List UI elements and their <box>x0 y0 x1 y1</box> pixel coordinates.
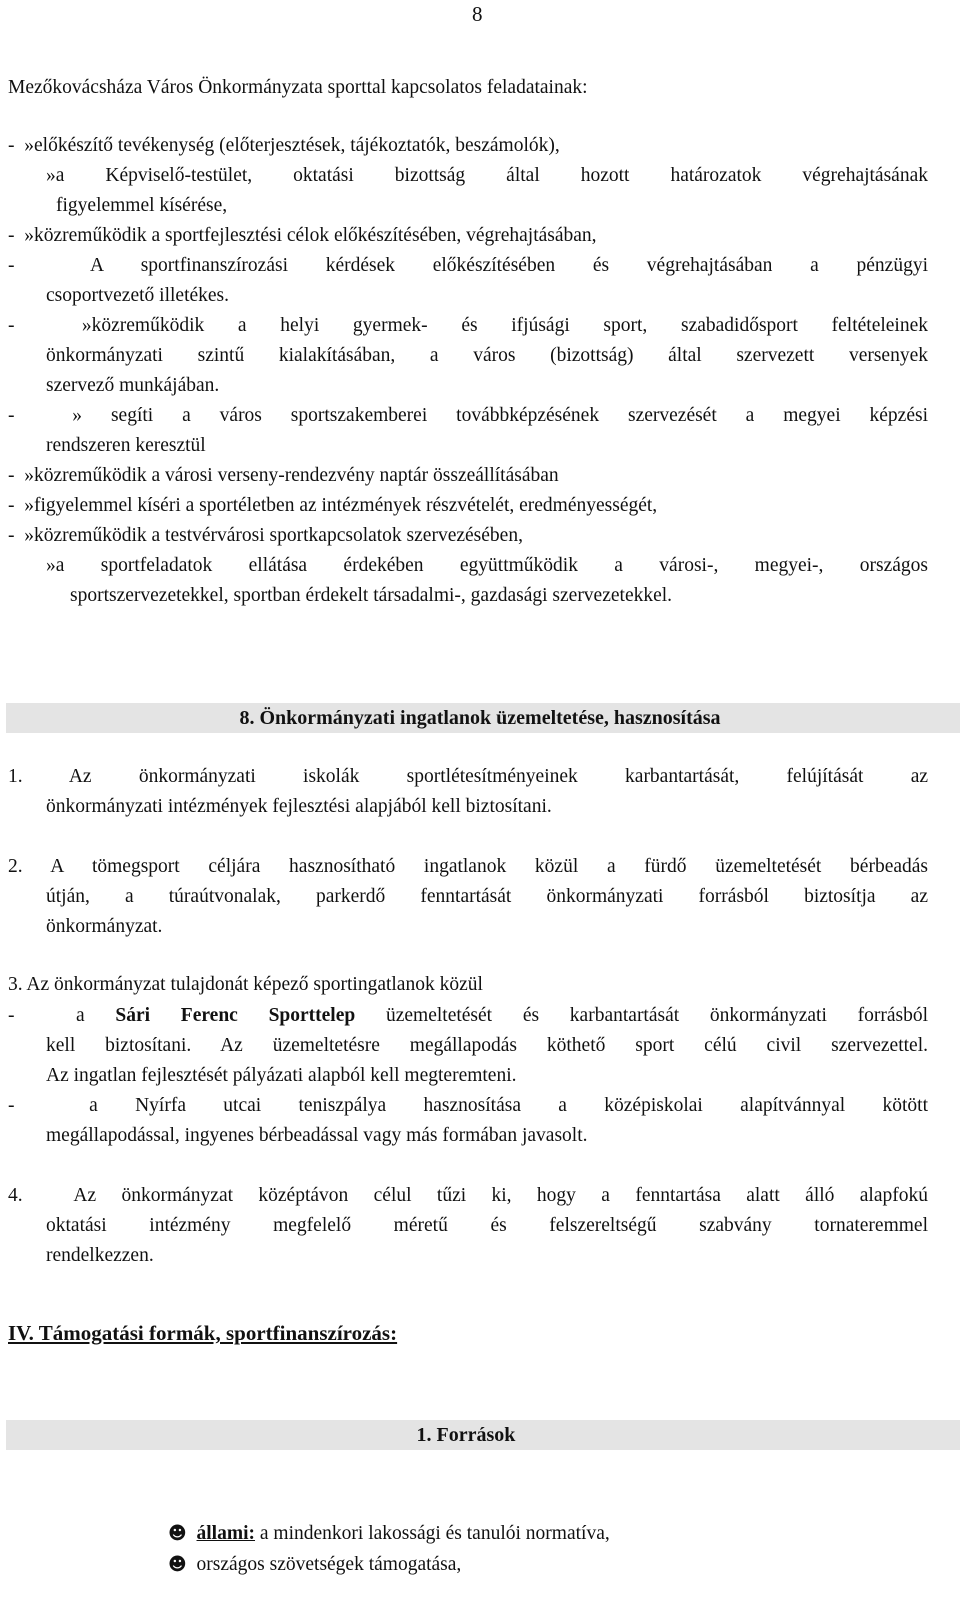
task-line-13: - »figyelemmel kíséri a sportéletben az intézmények részvételét, eredményességét, <box>8 495 658 516</box>
p3-line-2-rest: üzemeltetését és karbantartását önkormányzati forrásból <box>355 1005 929 1026</box>
task-line-10: - » segíti a város sportszakemberei továbbképzésének szervezését a megyei képzési <box>8 405 928 426</box>
smiley-bullet-icon: ☻ <box>168 1523 187 1544</box>
orszagos-text: országos szövetségek támogatása, <box>196 1554 462 1575</box>
section-8-p3-line-5: - a Nyírfa utcai teniszpálya hasznosítása a középiskolai alapítvánnyal kötött <box>8 1095 928 1116</box>
smiley-bullet-icon: ☻ <box>168 1554 187 1575</box>
section-8-p4-line-1: 4. Az önkormányzat középtávon célul tűzi ki, hogy a fenntartása alatt álló alapfokú <box>8 1185 928 1206</box>
task-line-3: figyelemmel kísérése, <box>56 195 228 216</box>
section-8-p1-line-1: 1. Az önkormányzati iskolák sportlétesítményeinek karbantartását, felújítását az <box>8 766 928 787</box>
task-line-12: - »közreműködik a városi verseny-rendezvény naptár összeállításában <box>8 465 559 486</box>
section-8-title: 8. Önkormányzati ingatlanok üzemeltetése, hasznosítása <box>239 707 721 729</box>
section-8-p2-line-2: útján, a túraútvonalak, parkerdő fenntartását önkormányzati forrásból biztosítja az <box>46 886 928 907</box>
task-line-6: csoportvezető illetékes. <box>46 285 230 306</box>
sources-title: 1. Források <box>416 1424 516 1446</box>
sari-ferenc-sporttelep: Sári Ferenc Sporttelep <box>115 1005 356 1026</box>
task-line-16: sportszervezetekkel, sportban érdekelt társadalmi-, gazdasági szervezetekkel. <box>70 585 673 606</box>
section-8-p2-line-1: 2. A tömegsport céljára hasznosítható ingatlanok közül a fürdő üzemeltetését bérbeadás <box>8 856 928 877</box>
section-8-p3-line-2 <box>8 1001 928 1031</box>
task-line-11: rendszeren keresztül <box>46 435 206 456</box>
allami-label: állami: <box>196 1523 256 1544</box>
section-8-p3-line-1: 3. Az önkormányzat tulajdonát képező sportingatlanok közül <box>8 974 483 995</box>
allami-text: a mindenkori lakossági és tanulói normatíva, <box>255 1523 610 1544</box>
section-iv-heading: IV. Támogatási formák, sportfinanszírozás: <box>8 1321 398 1345</box>
bullet-list-item <box>168 1519 610 1549</box>
task-line-9: szervező munkájában. <box>46 375 220 396</box>
task-line-8: önkormányzati szintű kialakításában, a város (bizottság) által szervezett versenyek <box>46 345 928 366</box>
section-8-p3-line-3: kell biztosítani. Az üzemeltetésre megállapodás köthető sport célú civil szervezettel. <box>46 1035 928 1056</box>
p3-dash-prefix: - a <box>8 1005 116 1026</box>
section-8-p4-line-2: oktatási intézmény megfelelő méretű és felszereltségű szabvány tornateremmel <box>46 1215 928 1236</box>
task-line-1: - »előkészítő tevékenység (előterjesztések, tájékoztatók, beszámolók), <box>8 135 560 156</box>
bullet-list-item <box>168 1550 461 1580</box>
page-number: 8 <box>472 2 483 26</box>
section-8-p4-line-3: rendelkezzen. <box>46 1245 154 1266</box>
task-line-4: - »közreműködik a sportfejlesztési célok előkészítésében, végrehajtásában, <box>8 225 597 246</box>
task-line-2: »a Képviselő-testület, oktatási bizottság által hozott határozatok végrehajtásának <box>46 165 928 186</box>
task-line-5: - A sportfinanszírozási kérdések előkészítésében és végrehajtásában a pénzügyi <box>8 255 928 276</box>
task-line-15: »a sportfeladatok ellátása érdekében együttműködik a városi-, megyei-, országos <box>46 555 928 576</box>
task-line-7: - »közreműködik a helyi gyermek- és ifjúsági sport, szabadidősport feltételeinek <box>8 315 928 336</box>
task-line-14: - »közreműködik a testvérvárosi sportkapcsolatok szervezésében, <box>8 525 523 546</box>
section-8-p3-line-4: Az ingatlan fejlesztését pályázati alapból kell megteremteni. <box>46 1065 517 1086</box>
intro-line: Mezőkovácsháza Város Önkormányzata sporttal kapcsolatos feladatainak: <box>8 77 588 98</box>
section-8-p2-line-3: önkormányzat. <box>46 916 163 937</box>
section-8-p3-line-6: megállapodással, ingyenes bérbeadással vagy más formában javasolt. <box>46 1125 588 1146</box>
section-8-p1-line-2: önkormányzati intézmények fejlesztési alapjából kell biztosítani. <box>46 796 552 817</box>
